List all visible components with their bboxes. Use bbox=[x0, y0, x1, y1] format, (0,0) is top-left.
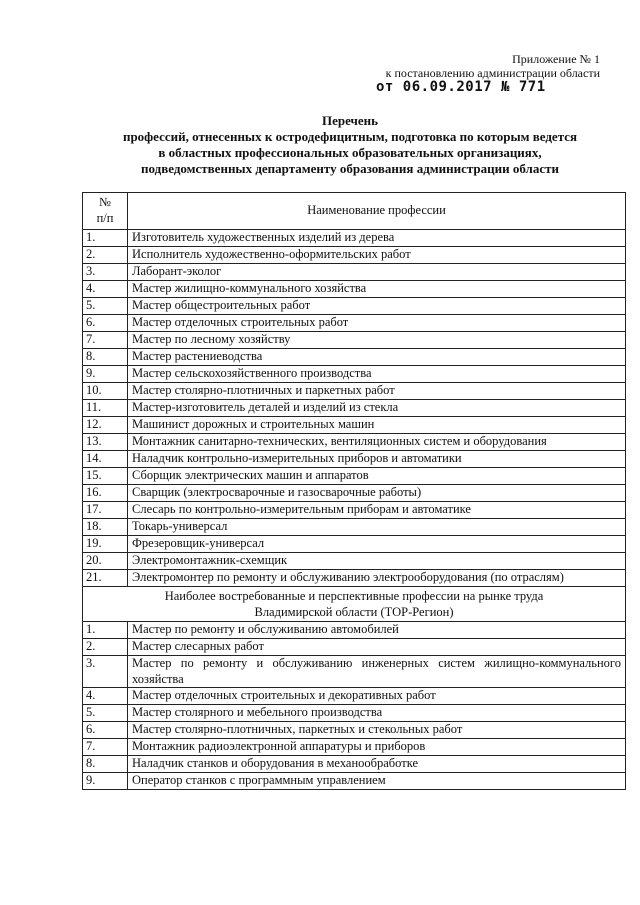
profession-name: Мастер сельскохозяйственного производства bbox=[128, 366, 626, 383]
table-row bbox=[83, 756, 626, 773]
row-number: 10. bbox=[83, 383, 128, 400]
row-number: 15. bbox=[83, 468, 128, 485]
profession-name: Слесарь по контрольно-измерительным приборам и автоматике bbox=[128, 502, 626, 519]
table-row bbox=[83, 468, 626, 485]
profession-name: Мастер отделочных строительных работ bbox=[128, 315, 626, 332]
profession-name: Мастер слесарных работ bbox=[128, 639, 626, 656]
table-body-main bbox=[83, 230, 626, 587]
profession-name: Мастер-изготовитель деталей и изделий из стекла bbox=[128, 400, 626, 417]
section-heading-line: Наиболее востребованные и перспективные профессии на рынке труда bbox=[164, 589, 544, 603]
row-number: 7. bbox=[83, 739, 128, 756]
document-title bbox=[70, 113, 630, 177]
title-line: в областных профессиональных образовательных организациях, bbox=[158, 145, 542, 160]
table-row bbox=[83, 315, 626, 332]
profession-name: Фрезеровщик-универсал bbox=[128, 536, 626, 553]
table-row bbox=[83, 570, 626, 587]
row-number: 20. bbox=[83, 553, 128, 570]
appendix-reference: к постановлению администрации области bbox=[385, 66, 600, 80]
professions-table bbox=[82, 192, 626, 790]
profession-name: Мастер отделочных строительных и декоративных работ bbox=[128, 688, 626, 705]
profession-name: Сборщик электрических машин и аппаратов bbox=[128, 468, 626, 485]
column-header-number-line: № bbox=[99, 195, 111, 209]
row-number: 1. bbox=[83, 230, 128, 247]
column-header-number-line: п/п bbox=[96, 210, 114, 225]
table-header-row bbox=[83, 193, 626, 230]
row-number: 3. bbox=[83, 656, 128, 688]
row-number: 9. bbox=[83, 366, 128, 383]
table-row bbox=[83, 773, 626, 790]
appendix-label: Приложение № 1 bbox=[512, 52, 600, 66]
table-section bbox=[83, 587, 626, 622]
row-number: 17. bbox=[83, 502, 128, 519]
row-number: 6. bbox=[83, 315, 128, 332]
table-row bbox=[83, 434, 626, 451]
profession-name: Мастер по лесному хозяйству bbox=[128, 332, 626, 349]
table-row bbox=[83, 383, 626, 400]
profession-name: Наладчик контрольно-измерительных приборов и автоматики bbox=[128, 451, 626, 468]
table-row bbox=[83, 400, 626, 417]
profession-name: Мастер по ремонту и обслуживанию автомобилей bbox=[128, 622, 626, 639]
title-line: Перечень bbox=[321, 113, 379, 128]
date-number-stamp: от 06.09.2017 № 771 bbox=[376, 79, 546, 95]
table-row bbox=[83, 298, 626, 315]
profession-name: Электромонтер по ремонту и обслуживанию электрооборудования (по отраслям) bbox=[128, 570, 626, 587]
profession-name: Мастер столярного и мебельного производства bbox=[128, 705, 626, 722]
profession-name: Оператор станков с программным управлением bbox=[128, 773, 626, 790]
profession-name: Монтажник санитарно-технических, вентиляционных систем и оборудования bbox=[128, 434, 626, 451]
profession-name: Сварщик (электросварочные и газосварочные работы) bbox=[128, 485, 626, 502]
profession-name: Наладчик станков и оборудования в механообработке bbox=[128, 756, 626, 773]
appendix-header bbox=[340, 52, 600, 95]
row-number: 8. bbox=[83, 756, 128, 773]
row-number: 21. bbox=[83, 570, 128, 587]
row-number: 7. bbox=[83, 332, 128, 349]
section-heading bbox=[83, 587, 626, 622]
table-row bbox=[83, 739, 626, 756]
table-row bbox=[83, 247, 626, 264]
table-row bbox=[83, 656, 626, 688]
profession-name: Лаборант-эколог bbox=[128, 264, 626, 281]
table-row bbox=[83, 622, 626, 639]
row-number: 2. bbox=[83, 639, 128, 656]
profession-name: Изготовитель художественных изделий из дерева bbox=[128, 230, 626, 247]
section-row bbox=[83, 587, 626, 622]
table-row bbox=[83, 705, 626, 722]
table-row bbox=[83, 553, 626, 570]
row-number: 1. bbox=[83, 622, 128, 639]
table-row bbox=[83, 264, 626, 281]
row-number: 18. bbox=[83, 519, 128, 536]
row-number: 8. bbox=[83, 349, 128, 366]
profession-name: Мастер столярно-плотничных и паркетных работ bbox=[128, 383, 626, 400]
profession-name: Монтажник радиоэлектронной аппаратуры и приборов bbox=[128, 739, 626, 756]
table-body-region bbox=[83, 622, 626, 790]
profession-name: Мастер общестроительных работ bbox=[128, 298, 626, 315]
table-row bbox=[83, 451, 626, 468]
row-number: 6. bbox=[83, 722, 128, 739]
section-heading-line: Владимирской области (ТОР-Регион) bbox=[254, 605, 454, 619]
profession-name: Мастер столярно-плотничных, паркетных и стекольных работ bbox=[128, 722, 626, 739]
profession-name: Мастер по ремонту и обслуживанию инженерных систем жилищно-коммунального хозяйства bbox=[128, 656, 626, 688]
row-number: 11. bbox=[83, 400, 128, 417]
table-row bbox=[83, 417, 626, 434]
column-header-name: Наименование профессии bbox=[128, 193, 626, 230]
table-row bbox=[83, 485, 626, 502]
profession-name: Мастер жилищно-коммунального хозяйства bbox=[128, 281, 626, 298]
profession-name: Исполнитель художественно-оформительских работ bbox=[128, 247, 626, 264]
row-number: 4. bbox=[83, 281, 128, 298]
row-number: 9. bbox=[83, 773, 128, 790]
title-line: подведомственных департаменту образования администрации области bbox=[141, 161, 559, 176]
table-row bbox=[83, 688, 626, 705]
table-row bbox=[83, 502, 626, 519]
profession-name: Мастер растениеводства bbox=[128, 349, 626, 366]
table-row bbox=[83, 639, 626, 656]
row-number: 5. bbox=[83, 705, 128, 722]
row-number: 3. bbox=[83, 264, 128, 281]
title-line: профессий, отнесенных к остродефицитным, подготовка по которым ведется bbox=[122, 129, 578, 144]
profession-name: Машинист дорожных и строительных машин bbox=[128, 417, 626, 434]
row-number: 16. bbox=[83, 485, 128, 502]
table-row bbox=[83, 281, 626, 298]
row-number: 14. bbox=[83, 451, 128, 468]
table-row bbox=[83, 519, 626, 536]
row-number: 2. bbox=[83, 247, 128, 264]
row-number: 5. bbox=[83, 298, 128, 315]
profession-name: Электромонтажник-схемщик bbox=[128, 553, 626, 570]
table-row bbox=[83, 230, 626, 247]
row-number: 19. bbox=[83, 536, 128, 553]
table-row bbox=[83, 332, 626, 349]
row-number: 12. bbox=[83, 417, 128, 434]
profession-name: Токарь-универсал bbox=[128, 519, 626, 536]
table-row bbox=[83, 366, 626, 383]
table-row bbox=[83, 536, 626, 553]
row-number: 4. bbox=[83, 688, 128, 705]
table-row bbox=[83, 722, 626, 739]
column-header-number bbox=[83, 193, 128, 230]
row-number: 13. bbox=[83, 434, 128, 451]
table-row bbox=[83, 349, 626, 366]
